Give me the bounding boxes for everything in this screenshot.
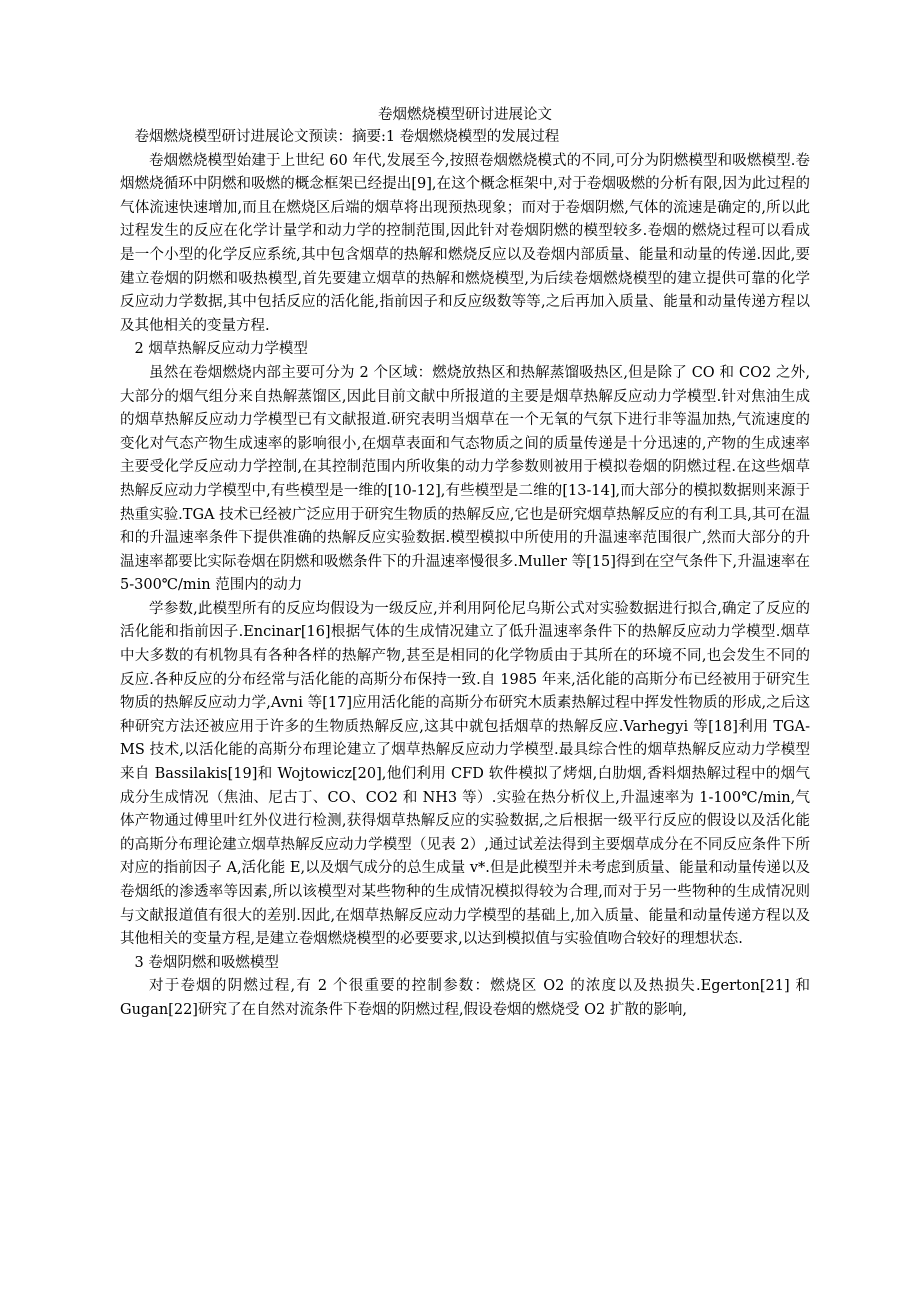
paragraph-4: 对于卷烟的阴燃过程,有 2 个很重要的控制参数：燃烧区 O2 的浓度以及热损失.Egerton[21] 和 Gugan[22]研究了在自然对流条件下卷烟的阴燃过程,假设卷烟的燃烧受 O2 扩散的影响, bbox=[120, 978, 810, 1018]
section-heading-3: 3 卷烟阴燃和吸燃模型 bbox=[134, 954, 279, 971]
paragraph-1: 卷烟燃烧模型始建于上世纪 60 年代,发展至今,按照卷烟燃烧模式的不同,可分为阴燃模型和吸燃模型.卷烟燃烧循环中阴燃和吸燃的概念框架已经提出[9],在这个概念框架中,对于卷烟吸燃的分析有限,因为此过程的气体流速快速增加,而且在燃烧区后端的烟草将出现预热现象；而对于卷烟阴燃,气体的流速是确定的,所以此过程发生的反应在化学计量学和动力学的控制范围,因此针对卷烟阴燃的模型较多.卷烟的燃烧过程可以看成是一个小型的化学反应系统,其中包含烟草的热解和燃烧反应以及卷烟内部质量、能量和动量的传递.因此,要建立卷烟的阴燃和吸热模型,首先要建立烟草的热解和燃烧模型,为后续卷烟燃烧模型的建立提供可靠的化学反应动力学数据,其中包括反应的活化能,指前因子和反应级数等等,之后再加入质量、能量和动量传递方程以及其他相关的变量方程. bbox=[120, 152, 810, 334]
document-title: 卷烟燃烧模型研讨进展论文 bbox=[378, 107, 552, 123]
paragraph-2: 虽然在卷烟燃烧内部主要可分为 2 个区域：燃烧放热区和热解蒸馏吸热区,但是除了 CO 和 CO2 之外,大部分的烟气组分来自热解蒸馏区,因此目前文献中所报道的主要是烟草热解反应动力学模型.针对焦油生成的烟草热解反应动力学模型已有文献报道.研究表明当烟草在一个无氧的气氛下进行非等温加热,气流速度的变化对气态产物生成速率的影响很小,在烟草表面和气态物质之间的质量传递是十分迅速的,产物的生成速率主要受化学反应动力学控制,在其控制范围内所收集的动力学参数则被用于模拟卷烟的阴燃过程.在这些烟草热解反应动力学模型中,有些模型是一维的[10-12],有些模型是二维的[13-14],而大部分的模拟数据则来源于热重实验.TGA 技术已经被广泛应用于研究生物质的热解反应,它也是研究烟草热解反应的有利工具,其可在温和的升温速率条件下提供准确的热解反应实验数据.模型模拟中所使用的升温速率范围很广,然而大部分的升温速率都要比实际卷烟在阴燃和吸燃条件下的升温速率慢很多.Muller 等[15]得到在空气条件下,升温速率在 5-300℃/min 范围内的动力 bbox=[120, 364, 810, 594]
paragraph-3: 学参数,此模型所有的反应均假设为一级反应,并利用阿伦尼乌斯公式对实验数据进行拟合,确定了反应的活化能和指前因子.Encinar[16]根据气体的生成情况建立了低升温速率条件下的热解反应动力学模型.烟草中大多数的有机物具有各种各样的热解产物,甚至是相同的化学物质由于其所在的环境不同,也会发生不同的反应.各种反应的分布经常与活化能的高斯分布保持一致.自 1985 年来,活化能的高斯分布已经被用于研究生物质的热解反应动力学,Avni 等[17]应用活化能的高斯分布研究木质素热解过程中挥发性物质的形成,之后这种研究方法还被应用于许多的生物质热解反应,这其中就包括烟草的热解反应.Varhegyi 等[18]利用 TGA-MS 技术,以活化能的高斯分布理论建立了烟草热解反应动力学模型.最具综合性的烟草热解反应动力学模型来自 Bassilakis[19]和 Wojtowicz[20],他们利用 CFD 软件模拟了烤烟,白肋烟,香料烟热解过程中的烟气成分生成情况（焦油、尼古丁、CO、CO2 和 NH3 等）.实验在热分析仪上,升温速率为 1-100℃/min,气体产物通过傅里叶红外仪进行检测,获得烟草热解反应的实验数据,之后根据一级平行反应的假设以及活化能的高斯分布理论建立烟草热解反应动力学模型（见表 2）,通过试差法得到主要烟草成分在不同反应条件下所对应的指前因子 A,活化能 E,以及烟气成分的总生成量 v*.但是此模型并未考虑到质量、能量和动量传递以及卷烟纸的渗透率等因素,所以该模型对某些物种的生成情况模拟得较为合理,而对于另一些物种的生成情况则与文献报道值有很大的差别.因此,在烟草热解反应动力学模型的基础上,加入质量、能量和动量传递方程以及其他相关的变量方程,是建立卷烟燃烧模型的必要要求,以达到模拟值与实验值吻合较好的理想状态. bbox=[120, 600, 810, 948]
section-heading-2: 2 烟草热解反应动力学模型 bbox=[134, 341, 308, 358]
document-page bbox=[120, 104, 810, 1023]
preview-line: 卷烟燃烧模型研讨进展论文预读：摘要:1 卷烟燃烧模型的发展过程 bbox=[134, 129, 560, 145]
